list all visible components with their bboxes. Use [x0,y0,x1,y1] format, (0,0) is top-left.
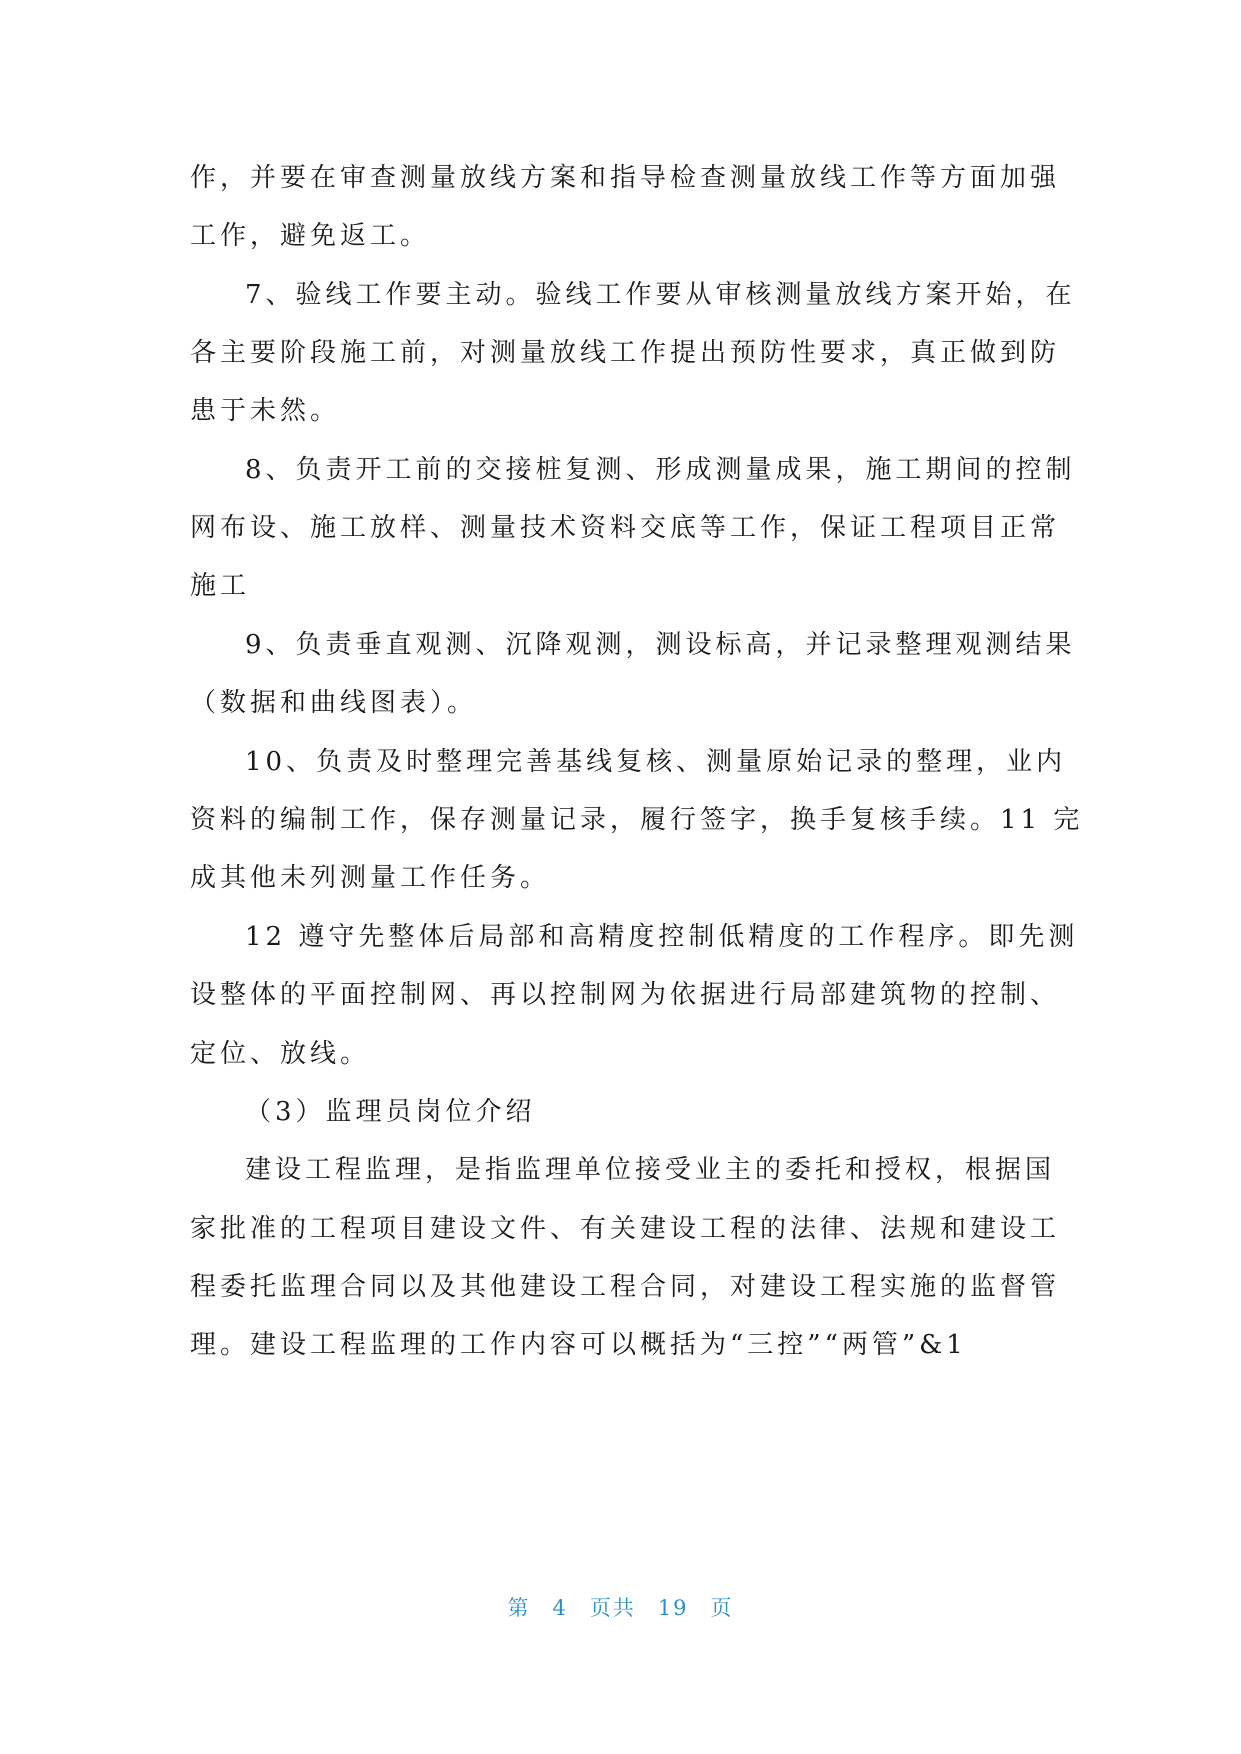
text-line: 成其他未列测量工作任务。 [190,863,551,893]
text-line: 12 遵守先整体后局部和高精度控制低精度的工作程序。即先测 [245,922,1079,952]
text-line: 网布设、施工放样、测量技术资料交底等工作，保证工程项目正常 [190,513,1061,543]
text-line: 各主要阶段施工前，对测量放线工作提出预防性要求，真正做到防 [190,338,1061,368]
text-line: 施工 [190,571,251,601]
text-line: 设整体的平面控制网、再以控制网为依据进行局部建筑物的控制、 [190,980,1061,1010]
footer-total-pages: 19 [657,1596,689,1620]
text-line: 程委托监理合同以及其他建设工程合同，对建设工程实施的监督管 [190,1272,1061,1302]
footer-middle: 页共 [589,1596,636,1620]
text-line: 家批准的工程项目建设文件、有关建设工程的法律、法规和建设工 [190,1214,1061,1244]
footer-suffix: 页 [710,1596,734,1620]
footer-current-page: 4 [552,1596,568,1620]
text-line: 建设工程监理，是指监理单位接受业主的委托和授权，根据国 [245,1155,1056,1185]
text-line: （数据和曲线图表）。 [190,688,478,718]
page-footer [0,1592,1241,1622]
text-line: 工作，避免返工。 [190,221,431,251]
footer-prefix: 第 [507,1596,531,1620]
text-line: 9、负责垂直观测、沉降观测，测设标高，并记录整理观测结果 [245,630,1076,660]
section-heading: （3）监理员岗位介绍 [245,1097,536,1127]
text-line: 作，并要在审查测量放线方案和指导检查测量放线工作等方面加强 [190,163,1061,193]
text-line: 患于未然。 [190,396,341,426]
text-line: 8、负责开工前的交接桩复测、形成测量成果，施工期间的控制 [245,455,1076,485]
text-line: 资料的编制工作，保存测量记录，履行签字，换手复核手续。11 完 [190,805,1084,835]
text-line: 10、负责及时整理完善基线复核、测量原始记录的整理，业内 [245,747,1067,777]
text-line: 7、验线工作要主动。验线工作要从审核测量放线方案开始，在 [245,280,1076,310]
text-line: 理。建设工程监理的工作内容可以概括为“三控”“两管”&1 [190,1330,967,1360]
text-line: 定位、放线。 [190,1039,371,1069]
